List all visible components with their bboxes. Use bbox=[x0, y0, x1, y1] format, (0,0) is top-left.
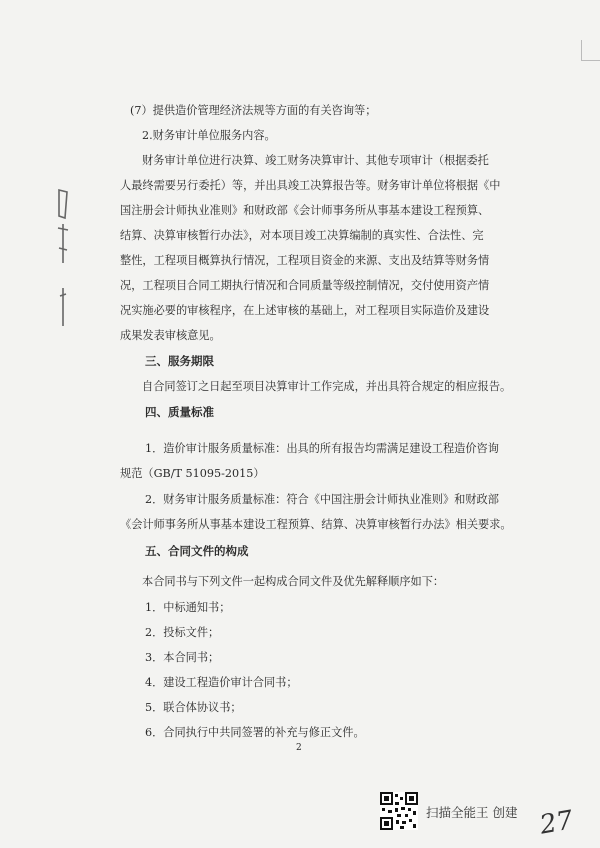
body-line: 整性，工程项目概算执行情况，工程项目资金的来源、支出及结算等财务情 bbox=[120, 254, 490, 267]
heading-service-period: 三、服务期限 bbox=[145, 354, 214, 368]
heading-quality: 四、质量标准 bbox=[145, 405, 214, 419]
contract-item: 2．投标文件； bbox=[145, 626, 220, 639]
handwritten-page-mark: 27 bbox=[537, 805, 576, 841]
quality-item: 2．财务审计服务质量标准：符合《中国注册会计师执业准则》和财政部 bbox=[145, 493, 499, 506]
contract-item: 5．联合体协议书； bbox=[145, 701, 242, 714]
body-line: 结算、决算审核暂行办法》，对本项目竣工决算编制的真实性、合法性、完 bbox=[120, 229, 484, 242]
quality-item: 规范（GB/T 51095-2015） bbox=[120, 467, 265, 480]
contract-item: 3．本合同书； bbox=[145, 651, 220, 664]
body-line: 况实施必要的审核程序，在上述审核的基础上，对工程项目实际造价及建设 bbox=[120, 304, 490, 317]
scanner-watermark: 扫描全能王 创建 bbox=[426, 805, 518, 820]
body-line: 国注册会计师执业准则》和财政部《会计师事务所从事基本建设工程预算、 bbox=[120, 204, 490, 217]
body-line: (7）提供造价管理经济法规等方面的有关咨询等； bbox=[130, 104, 377, 117]
body-line: 况，工程项目合同工期执行情况和合同质量等级控制情况，交付使用资产情 bbox=[120, 279, 490, 292]
contract-item: 6．合同执行中共同签署的补充与修正文件。 bbox=[145, 726, 365, 739]
body-line: 成果发表审核意见。 bbox=[120, 329, 221, 342]
contract-intro: 本合同书与下列文件一起构成合同文件及优先解释顺序如下： bbox=[142, 575, 445, 588]
page-number: 2 bbox=[296, 743, 302, 753]
service-period-text: 自合同签订之日起至项目决算审计工作完成，并出具符合规定的相应报告。 bbox=[142, 380, 512, 393]
heading-contract-docs: 五、合同文件的构成 bbox=[145, 544, 249, 558]
body-line: 人最终需要另行委托）等，并出具竣工决算报告等。财务审计单位将根据《中 bbox=[120, 179, 501, 192]
body-line: 财务审计单位进行决算、竣工财务决算审计、其他专项审计（根据委托 bbox=[142, 154, 489, 167]
quality-item: 1．造价审计服务质量标准：出具的所有报告均需满足建设工程造价咨询 bbox=[145, 442, 499, 455]
quality-item: 《会计师事务所从事基本建设工程预算、结算、决算审核暂行办法》相关要求。 bbox=[120, 518, 512, 531]
contract-item: 1．中标通知书； bbox=[145, 601, 231, 614]
qr-code-icon bbox=[380, 792, 418, 830]
margin-stamp-mark bbox=[55, 188, 71, 328]
contract-item: 4．建设工程造价审计合同书； bbox=[145, 676, 298, 689]
body-line: 2.财务审计单位服务内容。 bbox=[142, 129, 276, 142]
page-corner-fold bbox=[581, 40, 600, 61]
